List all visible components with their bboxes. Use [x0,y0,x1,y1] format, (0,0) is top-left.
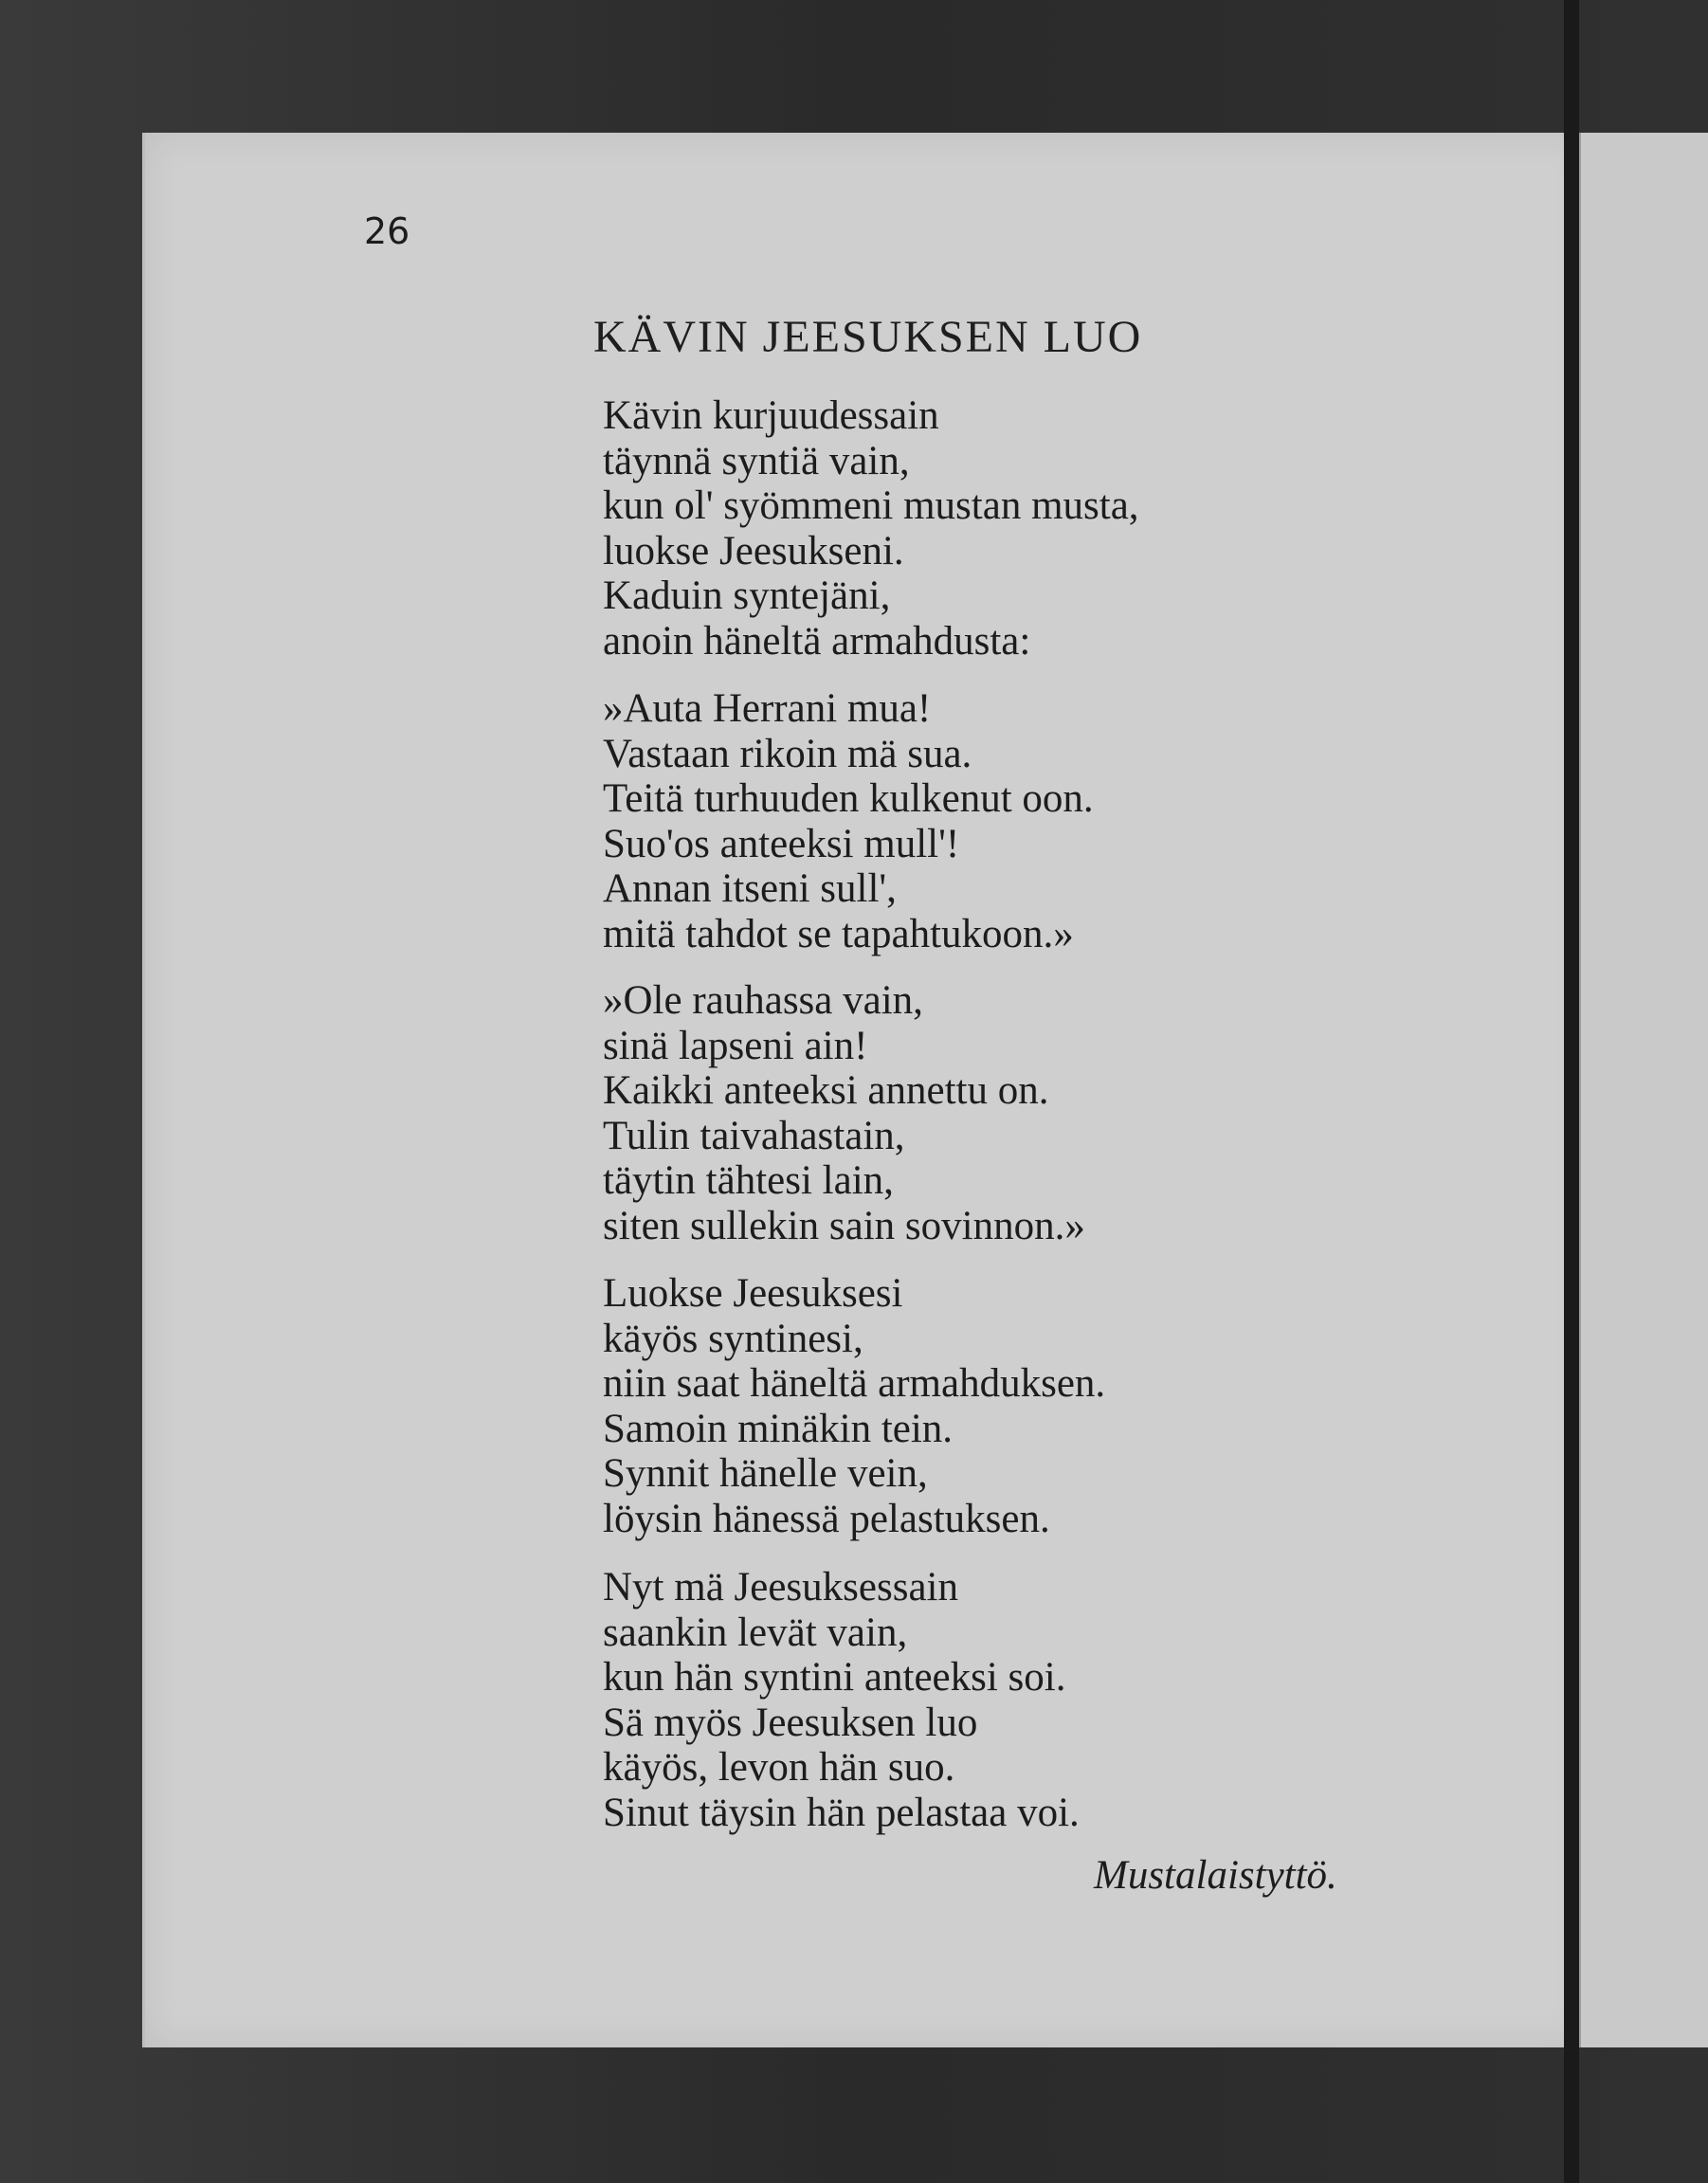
poem-line: löysin hänessä pelastuksen. [603,1496,1050,1541]
stanza-5 [603,1565,1080,1835]
poem-title: KÄVIN JEESUKSEN LUO [593,312,1143,362]
poem-line: Teitä turhuuden kulkenut oon. [603,776,1094,821]
poem-line: Tulin taivahastain, [603,1113,905,1158]
author-signature: Mustalaistyttö. [1094,1853,1337,1898]
poem-line: Annan itseni sull', [603,866,897,911]
stanza-4 [603,1271,1105,1541]
poem-line: Kaikki anteeksi annettu on. [603,1068,1049,1113]
stanza-3 [603,978,1085,1248]
poem-line: kun hän syntini anteeksi soi. [603,1655,1066,1700]
poem-line: Samoin minäkin tein. [603,1406,954,1451]
poem-line: Sä myös Jeesuksen luo [603,1700,978,1745]
poem-line: täytin tähtesi lain, [603,1158,894,1203]
stanza-2 [603,686,1094,956]
poem-line: Kävin kurjuudessain [603,393,939,438]
poem-line: mitä tahdot se tapahtukoon.» [603,911,1074,956]
page-number: 26 [364,210,410,252]
poem-line: sinä lapseni ain! [603,1023,868,1068]
poem-line: saankin levät vain, [603,1610,908,1655]
poem-line: luokse Jeesukseni. [603,528,904,573]
poem-line: siten sullekin sain sovinnon.» [603,1203,1085,1248]
poem-line: Vastaan rikoin mä sua. [603,731,972,776]
poem-line: anoin häneltä armahdusta: [603,618,1031,664]
poem-line: kun ol' syömmeni mustan musta, [603,483,1139,528]
poem-line: »Ole rauhassa vain, [603,978,923,1023]
poem-line: niin saat häneltä armahduksen. [603,1361,1106,1406]
poem-line: Suo'os anteeksi mull'! [603,821,960,866]
poem-line: käyös syntinesi, [603,1316,863,1361]
book-gutter [1564,0,1579,2183]
poem-line: Kaduin syntejäni, [603,573,891,618]
poem-line: Sinut täysin hän pelastaa voi. [603,1790,1080,1835]
poem-line: Luokse Jeesuksesi [603,1271,903,1316]
poem-line: käyös, levon hän suo. [603,1745,955,1790]
poem-line: Synnit hänelle vein, [603,1451,928,1496]
poem-line: täynnä syntiä vain, [603,438,910,483]
poem-line: Nyt mä Jeesuksessain [603,1565,958,1610]
stanza-1 [603,393,1139,664]
facing-page-edge [1579,133,1708,2047]
poem-line: »Auta Herrani mua! [603,686,932,731]
